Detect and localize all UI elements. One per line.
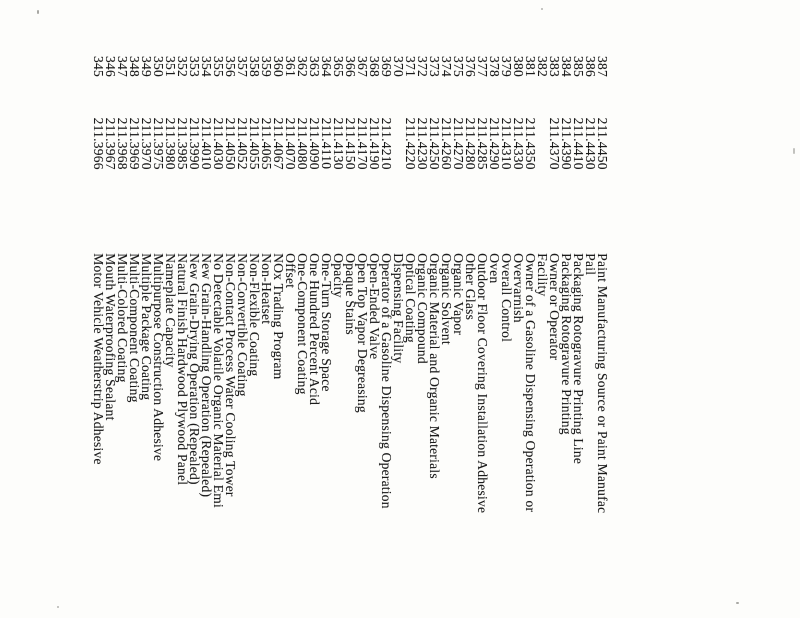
entry-title: Non-Flexible Coating (247, 253, 262, 377)
section-number: 211.4080 (295, 117, 310, 170)
section-number: 211.3969 (127, 117, 142, 170)
page-number: 361 (283, 56, 298, 77)
page-number: 372 (415, 56, 430, 77)
section-number: 211.3975 (151, 117, 166, 170)
entry-title: One-Component Coating (295, 253, 310, 395)
entry-title: Offset (283, 253, 298, 289)
page-number: 353 (187, 56, 202, 77)
entry-title: Packaging Rotogravure Printing Line (571, 253, 586, 465)
page-number: 376 (463, 56, 478, 77)
entry-title: Non-Convertible Coating (235, 253, 250, 397)
index-row (272, 56, 284, 380)
entry-title: Opacity (331, 253, 346, 298)
page-number: 345 (91, 56, 106, 77)
section-number: 211.4260 (439, 117, 454, 170)
section-number: 211.4010 (199, 117, 214, 170)
entry-title: Natural Finish Hardwood Plywood Panel (175, 253, 190, 486)
page-number: 374 (439, 56, 454, 77)
section-number: 211.4052 (235, 117, 250, 170)
page-number: 366 (343, 56, 358, 77)
page-number: 370 (391, 56, 406, 77)
page-number: 351 (163, 56, 178, 77)
entry-title: Pail (583, 253, 598, 276)
entry-title: NOx Trading Program (271, 253, 286, 380)
section-number: 211.4130 (331, 117, 346, 170)
page-number: 363 (307, 56, 322, 77)
entry-title: No Detectable Volatile Organic Material Emi (211, 253, 226, 509)
entry-title: New Grain-Handling Operation (Repealed) (199, 253, 214, 498)
section-number: 211.4290 (487, 117, 502, 170)
section-number: 211.4065 (259, 117, 274, 170)
page-number: 358 (247, 56, 262, 77)
scan-artifact (37, 10, 39, 14)
entry-title: Paint Manufacturing Source or Paint Manufac (595, 253, 610, 514)
entry-title: Overall Control (499, 253, 514, 343)
page-number: 384 (559, 56, 574, 77)
page-number: 354 (199, 56, 214, 77)
section-number: 211.4070 (283, 117, 298, 170)
section-number: 211.4390 (559, 117, 574, 170)
section-number: 211.4055 (247, 117, 262, 170)
index-row (248, 56, 260, 376)
page-number: 382 (535, 56, 550, 77)
section-number: 211.4450 (595, 117, 610, 170)
entry-title: Non-Heatset (259, 253, 274, 325)
page-number: 383 (547, 56, 562, 77)
index-row (356, 56, 368, 413)
entry-title: Open Top Vapor Degreasing (355, 253, 370, 413)
entry-title: Other Glass (463, 253, 478, 321)
page-number: 364 (319, 56, 334, 77)
entry-title: Operator of a Gasoline Dispensing Operation (379, 253, 394, 509)
page-number: 381 (523, 56, 538, 77)
section-number: 211.4330 (511, 117, 526, 170)
page-number: 377 (475, 56, 490, 77)
section-number: 211.4170 (355, 117, 370, 170)
entry-title: Organic Solvent (439, 253, 454, 345)
section-number: 211.4430 (583, 117, 598, 170)
page-number: 385 (571, 56, 586, 77)
entry-title: Multipurpose Construction Adhesive (151, 253, 166, 462)
page-number: 368 (367, 56, 382, 77)
section-number: 211.4280 (463, 117, 478, 170)
section-number: 211.4110 (319, 117, 334, 170)
section-number: 211.3985 (175, 117, 190, 170)
section-number: 211.3968 (115, 117, 130, 170)
page-number: 367 (355, 56, 370, 77)
entry-title: One Hundred Percent Acid (307, 253, 322, 406)
entry-title: Non-Contact Process Water Cooling Tower (223, 253, 238, 497)
section-number: 211.4370 (547, 117, 562, 170)
page-number: 369 (379, 56, 394, 77)
scan-artifact (793, 148, 795, 154)
index-row (320, 56, 332, 392)
section-number: 211.4090 (307, 117, 322, 170)
page-number: 387 (595, 56, 610, 77)
entry-title: Owner or Operator (547, 253, 562, 361)
section-number: 211.4150 (343, 117, 358, 170)
page-number: 365 (331, 56, 346, 77)
page-number: 349 (139, 56, 154, 77)
section-number: 211.4230 (415, 117, 430, 170)
section-number: 211.4050 (223, 117, 238, 170)
entry-title: Nameplate Capacity (163, 253, 178, 368)
entry-title: Mouth Waterproofing Sealant (103, 253, 118, 421)
section-number: 211.4350 (523, 117, 538, 170)
entry-title: Opaque Stains (343, 253, 358, 335)
page-number: 350 (151, 56, 166, 77)
page-number: 379 (499, 56, 514, 77)
entry-title: Multi-Colored Coating (115, 253, 130, 383)
section-number: 211.4210 (379, 117, 394, 170)
index-row (596, 56, 608, 513)
entry-title: Packaging Rotogravure Printing (559, 253, 574, 435)
page-number: 362 (295, 56, 310, 77)
scan-artifact (57, 606, 59, 608)
page-number: 347 (115, 56, 130, 77)
scan-artifact (736, 602, 739, 604)
page-number: 359 (259, 56, 274, 77)
page-number: 355 (211, 56, 226, 77)
entry-title: Optical Coating (403, 253, 418, 343)
entry-title: Open-Ended Valve (367, 253, 382, 360)
section-number: 211.3990 (187, 117, 202, 170)
entry-title: Owner of a Gasoline Dispensing Operation or (523, 253, 538, 513)
entry-title: Dispensing Facility (391, 253, 406, 364)
section-number: 211.3967 (103, 117, 118, 170)
entry-title: One-Turn Storage Space (319, 253, 334, 392)
section-number: 211.4250 (427, 117, 442, 170)
entry-title: Overvarnish (511, 253, 526, 323)
entry-title: Organic Material and Organic Materials (427, 253, 442, 479)
page-number: 346 (103, 56, 118, 77)
section-number: 211.4285 (475, 117, 490, 170)
entry-title: Organic Vapor (451, 253, 466, 336)
page-number: 373 (427, 56, 442, 77)
entry-title: New Grain-Drying Operation (Repealed) (187, 253, 202, 485)
page-number: 348 (127, 56, 142, 77)
entry-title: Multiple Package Coating (139, 253, 154, 401)
section-number: 211.4310 (499, 117, 514, 170)
page-number: 357 (235, 56, 250, 77)
entry-title: Oven (487, 253, 502, 284)
page-number: 352 (175, 56, 190, 77)
entry-title: Multi-Component Coating (127, 253, 142, 403)
page-number: 356 (223, 56, 238, 77)
entry-title: Facility (535, 253, 550, 297)
entry-title: Organic Compound (415, 253, 430, 364)
section-number: 211.4220 (403, 117, 418, 170)
section-number: 211.4410 (571, 117, 586, 170)
entry-title: Outdoor Floor Covering Installation Adhesive (475, 253, 490, 514)
page-number: 371 (403, 56, 418, 77)
section-number: 211.4030 (211, 117, 226, 170)
entry-title: Motor Vehicle Weatherstrip Adhesive (91, 253, 106, 465)
section-number: 211.4067 (271, 117, 286, 170)
page-number: 378 (487, 56, 502, 77)
section-number: 211.4190 (367, 117, 382, 170)
page-number: 380 (511, 56, 526, 77)
page-number: 375 (451, 56, 466, 77)
page-number: 360 (271, 56, 286, 77)
page-number: 386 (583, 56, 598, 77)
section-number: 211.3970 (139, 117, 154, 170)
section-number: 211.3966 (91, 117, 106, 170)
section-number: 211.4270 (451, 117, 466, 170)
scan-artifact (541, 8, 543, 10)
section-number: 211.3980 (163, 117, 178, 170)
